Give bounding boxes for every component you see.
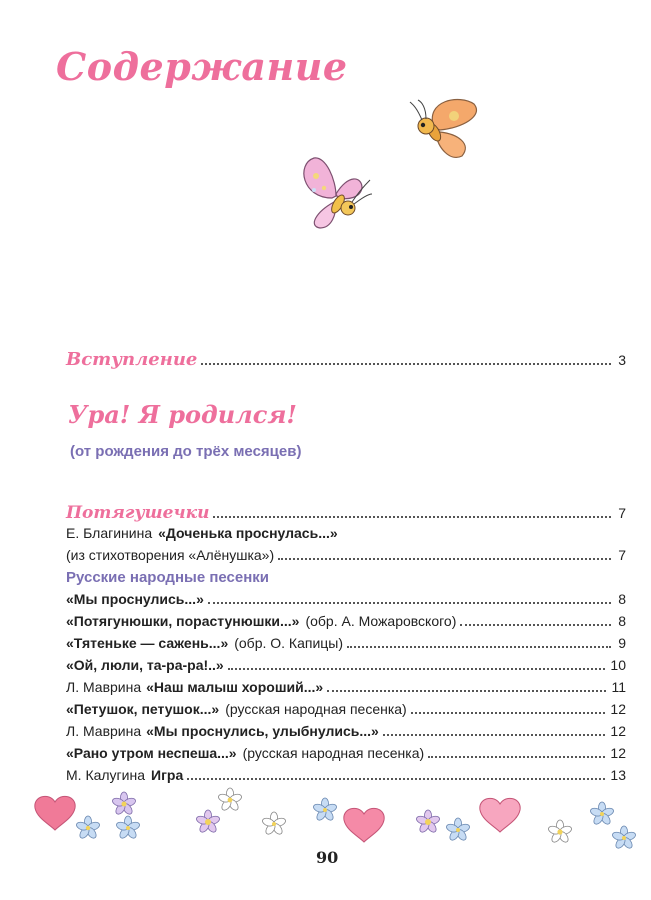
- flower-icon: [415, 810, 440, 834]
- heart-icon: [344, 808, 384, 842]
- entry-author: М. Калугина: [66, 767, 145, 783]
- flower-icon: [75, 816, 100, 840]
- flower-icon: [312, 798, 337, 822]
- entry-note: (из стихотворения «Алёнушка»): [66, 547, 275, 563]
- entry-page: 13: [610, 767, 626, 783]
- toc-entry: [66, 613, 626, 635]
- entry-title: «Петушок, петушок...»: [66, 701, 220, 717]
- flower-icon: [261, 812, 286, 836]
- toc-section-row: [66, 503, 626, 525]
- leader-dots: [278, 558, 611, 560]
- entry-title: «Мы проснулись...»: [66, 591, 204, 607]
- chapter-title: Ура! Я родился!: [68, 400, 297, 429]
- page-number: 90: [316, 848, 339, 867]
- entry-note: (русская народная песенка): [242, 745, 425, 761]
- toc-entry: [66, 635, 626, 657]
- leader-dots: [228, 668, 606, 670]
- toc-entry-intro: [66, 349, 626, 370]
- group-title: Русские народные песенки: [66, 569, 270, 586]
- toc-entry: [66, 723, 626, 745]
- chapter-subtitle: (от рождения до трёх месяцев): [70, 443, 302, 460]
- flower-icon: [115, 816, 140, 840]
- entry-author: Л. Маврина: [66, 723, 142, 739]
- entry-author: Л. Маврина: [66, 679, 142, 695]
- entry-page: 9: [618, 635, 626, 651]
- flower-icon: [217, 788, 242, 812]
- entry-title: «Потягунюшки, порастунюшки...»: [66, 613, 300, 629]
- leader-dots: [347, 646, 611, 648]
- toc-entry: [66, 591, 626, 613]
- entry-page: 8: [618, 613, 626, 629]
- entry-title: «Мы проснулись, улыбнулись...»: [146, 723, 379, 739]
- heart-icon: [480, 798, 520, 832]
- leader-dots: [208, 602, 611, 604]
- leader-dots: [327, 690, 606, 692]
- flower-icon: [111, 792, 136, 816]
- toc-entry: [66, 745, 626, 767]
- entry-author: Е. Благинина: [66, 525, 153, 541]
- leader-dots: [201, 363, 611, 365]
- entry-page: 12: [610, 745, 626, 761]
- entry-note: (обр. О. Капицы): [234, 635, 344, 651]
- butterfly-icon: [404, 94, 484, 162]
- leader-dots: [383, 734, 606, 736]
- toc-entry: [66, 525, 626, 547]
- entry-title: «Тятеньке — сажень...»: [66, 635, 229, 651]
- flower-icon: [445, 818, 470, 842]
- entry-title: Игра: [151, 767, 184, 783]
- page-title: Содержание: [56, 44, 348, 89]
- leader-dots: [460, 624, 611, 626]
- entry-page: 12: [610, 723, 626, 739]
- entry-title: «Доченька проснулась...»: [158, 525, 338, 541]
- toc-entry: [66, 701, 626, 723]
- entry-page: 7: [618, 547, 626, 563]
- flower-icon: [611, 826, 636, 850]
- entry-page: 12: [610, 701, 626, 717]
- section-page: 7: [618, 505, 626, 521]
- butterfly-icon: [296, 154, 376, 230]
- toc-entry: [66, 679, 626, 701]
- intro-page: 3: [618, 352, 626, 368]
- entry-note: (русская народная песенка): [225, 701, 407, 717]
- entry-title: «Ой, люли, та-ра-ра!..»: [66, 657, 224, 673]
- flower-icon: [589, 802, 614, 826]
- entry-page: 11: [611, 679, 626, 695]
- leader-dots: [428, 756, 605, 758]
- entry-title: «Рано утром неспеша...»: [66, 745, 237, 761]
- entry-page: 8: [618, 591, 626, 607]
- flower-icon: [547, 820, 572, 844]
- leader-dots: [411, 712, 606, 714]
- heart-icon: [35, 796, 75, 830]
- toc-entry: [66, 547, 626, 569]
- toc-entry: [66, 657, 626, 679]
- flower-icon: [195, 810, 220, 834]
- leader-dots: [213, 516, 611, 518]
- toc-list: [66, 503, 626, 789]
- entry-page: 10: [610, 657, 626, 673]
- entry-title: «Наш малыш хороший...»: [146, 679, 324, 695]
- entry-note: (обр. А. Можаровского): [305, 613, 457, 629]
- intro-label: Вступление: [66, 349, 198, 370]
- section-title: Потягушечки: [66, 503, 210, 523]
